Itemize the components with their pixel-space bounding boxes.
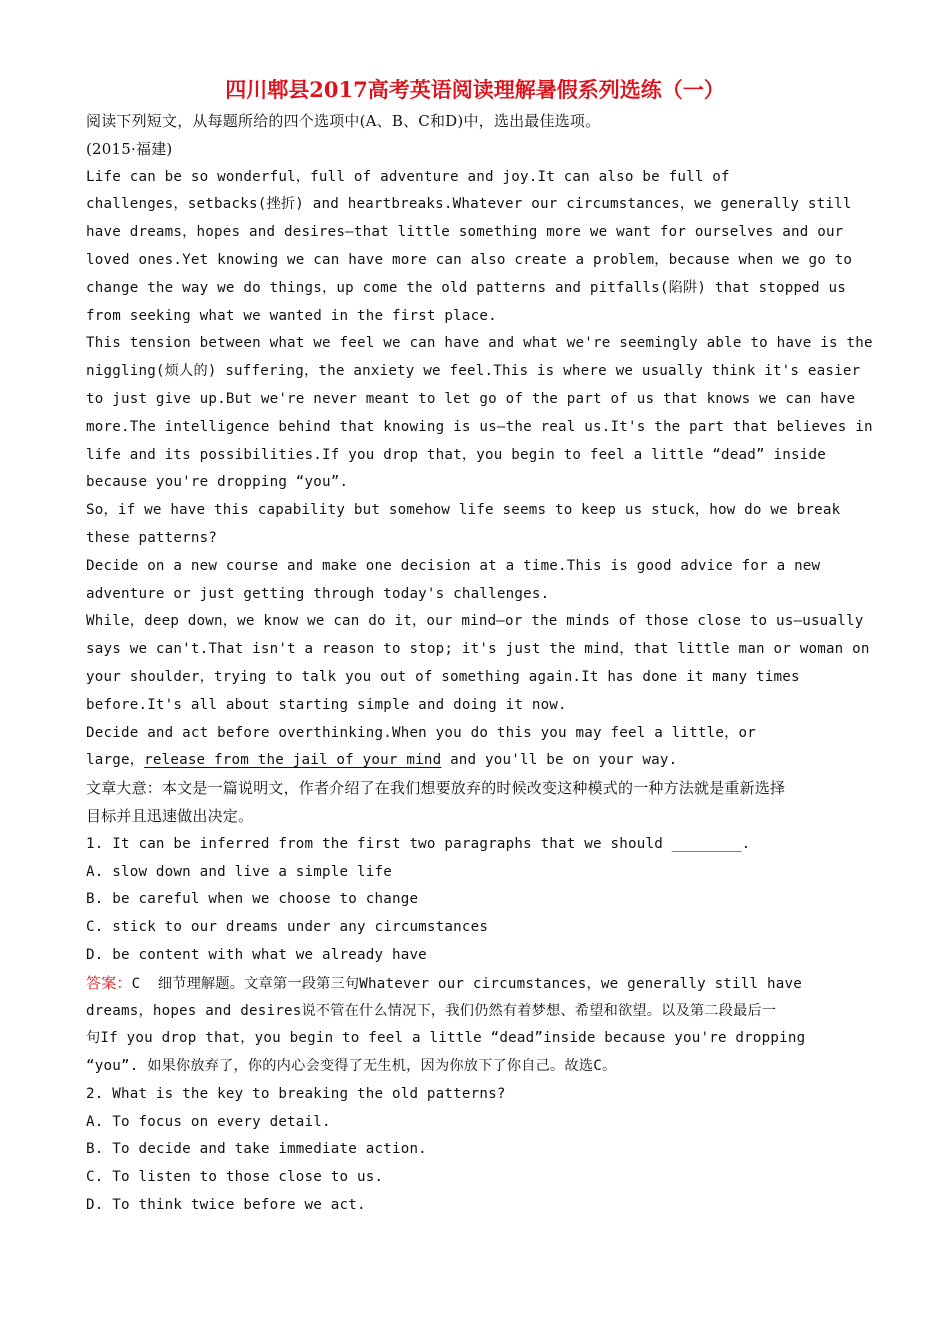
q2-option-b: B. To decide and take immediate action. — [86, 1141, 427, 1158]
last-line-before: large， — [86, 752, 145, 769]
passage-line: because you're dropping “you”. — [86, 474, 349, 491]
passage-line: says we can't.That isn't a reason to stop; it's just the mind，that little man or woman on — [86, 641, 870, 658]
answer-text: C 细节理解题。文章第一段第三句Whatever our circumstances，we generally still have — [131, 975, 802, 992]
source-label: (2015·福建) — [86, 139, 173, 158]
passage-line: these patterns? — [86, 529, 218, 546]
q2-option-a: A. To focus on every detail. — [86, 1113, 331, 1130]
passage-line: challenges，setbacks(挫折) and heartbreaks.Whatever our circumstances，we generally still — [86, 196, 852, 213]
q2-option-d: D. To think twice before we act. — [86, 1197, 366, 1214]
passage-line: While，deep down，we know we can do it，our mind—or the minds of those close to us—usually — [86, 613, 864, 630]
page-title: 四川郫县2017高考英语阅读理解暑假系列选练（一） — [225, 77, 725, 102]
q1-option-b: B. be careful when we choose to change — [86, 891, 419, 908]
summary-line: 目标并且迅速做出决定。 — [86, 806, 254, 825]
passage-line: Life can be so wonderful，full of adventure and joy.It can also be full of — [86, 168, 730, 185]
passage-line: This tension between what we feel we can have and what we're seemingly able to have is the — [86, 335, 873, 352]
passage-line: to just give up.But we're never meant to let go of the part of us that knows we can have — [86, 390, 856, 407]
passage-line: Decide on a new course and make one decision at a time.This is good advice for a new — [86, 557, 821, 574]
passage-line: life and its possibilities.If you drop that，you begin to feel a little “dead” inside — [86, 446, 826, 463]
q1-answer-line — [86, 970, 876, 998]
passage-line: loved ones.Yet knowing we can have more can also create a problem，because when we go to — [86, 251, 853, 268]
q1-answer-line: dreams，hopes and desires说不管在什么情况下，我们仍然有着梦想、希望和欲望。以及第二段最后一 — [86, 1002, 777, 1019]
q1-answer-line: “you”. 如果你放弃了，你的内心会变得了无生机，因为你放下了你自己。故选C。 — [86, 1058, 617, 1075]
question-1-stem: 1. It can be inferred from the first two paragraphs that we should ________. — [86, 835, 751, 852]
passage-line: from seeking what we wanted in the first place. — [86, 307, 497, 324]
summary-line: 文章大意：本文是一篇说明文，作者介绍了在我们想要放弃的时候改变这种模式的一种方法就是重新选择 — [86, 779, 786, 798]
last-line-after: and you'll be on your way. — [441, 752, 678, 769]
passage-line: before.It's all about starting simple and doing it now. — [86, 696, 567, 713]
answer-label: 答案： — [86, 973, 132, 992]
passage-line: have dreams，hopes and desires—that little something more we want for ourselves and our — [86, 224, 844, 241]
question-2-stem: 2. What is the key to breaking the old patterns? — [86, 1085, 506, 1102]
q1-option-c: C. stick to our dreams under any circumstances — [86, 919, 489, 936]
instruction: 阅读下列短文，从每题所给的四个选项中(A、B、C和D)中，选出最佳选项。 — [86, 112, 601, 130]
passage-line: change the way we do things，up come the old patterns and pitfalls(陷阱) that stopped us — [86, 279, 846, 296]
passage-last-line — [86, 747, 876, 775]
passage-line: So，if we have this capability but somehow life seems to keep us stuck，how do we break — [86, 502, 841, 519]
passage-line: more.The intelligence behind that knowing is us—the real us.It's the part that believes in — [86, 418, 873, 435]
q2-option-c: C. To listen to those close to us. — [86, 1169, 384, 1186]
q1-answer-line: 句If you drop that，you begin to feel a little “dead”inside because you're dropping — [86, 1030, 806, 1047]
passage-line: Decide and act before overthinking.When you do this you may feel a little，or — [86, 724, 757, 741]
q1-option-a: A. slow down and live a simple life — [86, 863, 392, 880]
passage-line: adventure or just getting through today's challenges. — [86, 585, 550, 602]
passage-line: niggling(烦人的) suffering，the anxiety we feel.This is where we usually think it's easier — [86, 363, 861, 380]
underlined-phrase: release from the jail of your mind — [144, 752, 442, 769]
passage-line: your shoulder，trying to talk you out of something again.It has done it many times — [86, 668, 800, 685]
document-body — [86, 108, 876, 1220]
q1-option-d: D. be content with what we already have — [86, 946, 427, 963]
